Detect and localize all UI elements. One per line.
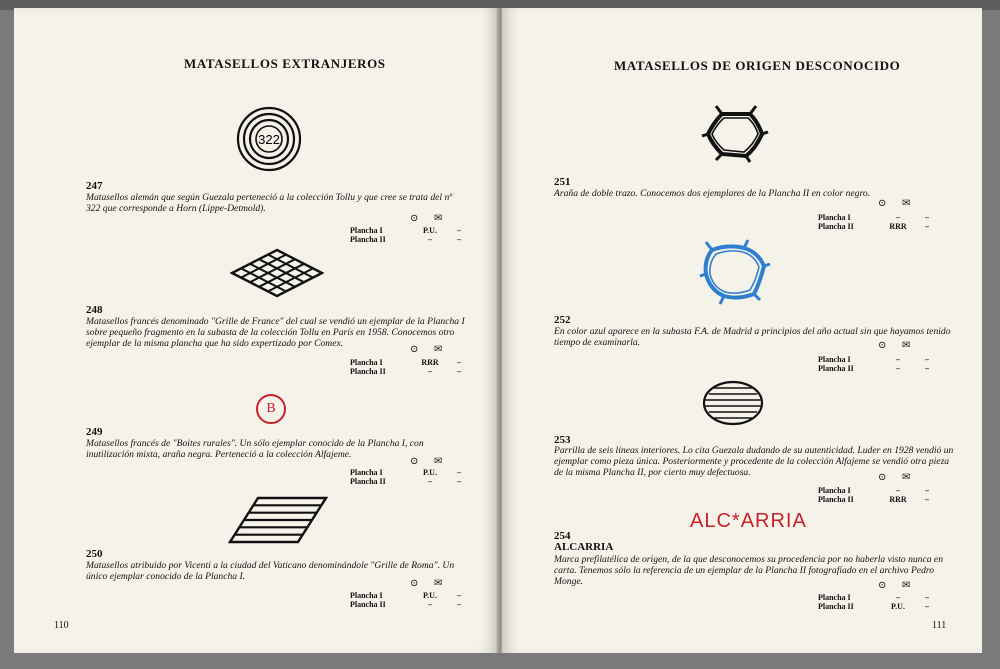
used-stamp-icon: ⊙ — [410, 344, 419, 355]
table-row — [818, 495, 942, 504]
page-number-left: 110 — [54, 620, 69, 631]
table-cell: – — [896, 364, 900, 373]
entry-number-248: 248 — [86, 304, 103, 316]
table-row — [350, 468, 474, 477]
table-cell: Plancha I — [350, 591, 383, 600]
grille-de-roma-postmark — [228, 494, 328, 546]
table-cell: – — [428, 600, 432, 609]
table-row — [350, 591, 474, 600]
table-cell: – — [925, 222, 929, 231]
table-cell: – — [428, 235, 432, 244]
table-cell: – — [428, 477, 432, 486]
cover-envelope-icon: ✉ — [434, 213, 443, 224]
table-cell: – — [925, 364, 929, 373]
table-cell: RRR — [421, 358, 439, 367]
table-cell: Plancha I — [818, 355, 851, 364]
page-number-right: 111 — [932, 620, 947, 631]
plancha-table-254 — [818, 593, 942, 611]
entry-number-250: 250 — [86, 548, 103, 560]
table-row — [818, 593, 942, 602]
postmark-number-322: 322 — [258, 132, 280, 147]
table-row — [350, 600, 474, 609]
entry-description-250: Matasellos atribuido por Vicenti a la ciudad del Vaticano denominándole "Grille de Roma". Un único ejemplar conocido de la Plancha I. — [86, 560, 455, 582]
concentric-circles-postmark — [236, 106, 302, 172]
table-cell: P.U. — [891, 602, 905, 611]
table-cell: – — [925, 486, 929, 495]
entry-number-252: 252 — [554, 314, 571, 326]
entry-description-252: En color azul aparece en la subasta F.A. de Madrid a principios del año actual sin que hayamos tenido tiempo de examinarla. — [554, 326, 951, 348]
table-cell: – — [896, 213, 900, 222]
table-cell: Plancha II — [350, 600, 386, 609]
table-cell: – — [896, 593, 900, 602]
table-cell: RRR — [889, 222, 907, 231]
entry-description-251: Araña de doble trazo. Conocemos dos ejemplares de la Plancha II en color negro. — [554, 188, 871, 199]
table-row — [350, 226, 474, 235]
table-cell: – — [457, 226, 461, 235]
table-cell: Plancha II — [818, 364, 854, 373]
table-row — [350, 235, 474, 244]
table-cell: Plancha I — [818, 486, 851, 495]
table-cell: RRR — [889, 495, 907, 504]
table-cell: Plancha II — [818, 222, 854, 231]
alcarria-postmark: ALC*ARRIA — [690, 510, 807, 532]
used-stamp-icon: ⊙ — [878, 198, 887, 209]
table-cell: – — [896, 486, 900, 495]
cover-envelope-icon: ✉ — [902, 472, 911, 483]
table-cell: – — [457, 591, 461, 600]
used-stamp-icon: ⊙ — [878, 472, 887, 483]
table-cell: – — [428, 367, 432, 376]
right-page-heading: MATASELLOS DE ORIGEN DESCONOCIDO — [614, 58, 901, 73]
table-cell: P.U. — [423, 226, 437, 235]
entry-description-253: Parrilla de seis líneas interiores. Lo cita Guezala dudando de su autenticidad. Luder en 1928 vendió un ejemplar como pieza única. Posteriormente y procedente de la colección Alfajeme se vendió otra pieza de la misma Plancha II, por cierto muy defectuosa. — [554, 445, 954, 478]
entry-number-254: 254 — [554, 530, 571, 542]
table-cell: – — [925, 495, 929, 504]
arana-doble-trazo-blue-postmark — [698, 238, 772, 306]
table-cell: – — [457, 477, 461, 486]
table-cell: – — [925, 602, 929, 611]
entry-description-254: Marca prefilatélica de origen, de la que desconocemos su procedencia por no haberla visto nunca en carta. Tenemos sólo la referencia de un ejemplar de la Plancha II fotografiado en el archivo Pedro Monge. — [554, 554, 943, 587]
plancha-table-250 — [350, 591, 474, 609]
table-cell: – — [896, 355, 900, 364]
table-cell: – — [457, 358, 461, 367]
left-page-heading: MATASELLOS EXTRANJEROS — [184, 56, 386, 71]
used-stamp-icon: ⊙ — [878, 340, 887, 351]
table-row — [818, 364, 942, 373]
boites-rurales-b-postmark: B — [256, 394, 286, 424]
plancha-table-252 — [818, 355, 942, 373]
table-cell: Plancha II — [818, 495, 854, 504]
table-row — [818, 213, 942, 222]
plancha-table-253 — [818, 486, 942, 504]
plancha-table-251 — [818, 213, 942, 231]
table-cell: – — [457, 468, 461, 477]
plancha-table-249 — [350, 468, 474, 486]
table-cell: Plancha II — [350, 477, 386, 486]
grille-de-france-postmark — [230, 248, 324, 298]
table-cell: – — [457, 235, 461, 244]
table-cell: – — [457, 600, 461, 609]
table-cell: – — [925, 213, 929, 222]
entry-number-247: 247 — [86, 180, 103, 192]
entry-description-248: Matasellos francés denominado "Grille de France" del cual se vendió un ejemplar de la Plancha I sobre pequeño fragmento en la subasta de la colección Tollu en París en 1958. Conocemos otro ejemplar de la misma plancha que ha sido expertizado por Comex. — [86, 316, 465, 349]
left-page — [14, 8, 498, 653]
table-cell: – — [925, 355, 929, 364]
table-cell: Plancha II — [350, 367, 386, 376]
entry-description-249: Matasellos francés de "Boites rurales". Un sólo ejemplar conocido de la Plancha I, con inutilización mixta, araña negra. Perteneció a la colección Alfajeme. — [86, 438, 424, 460]
table-cell: P.U. — [423, 591, 437, 600]
entry-number-253: 253 — [554, 434, 571, 446]
plancha-table-248 — [350, 358, 474, 376]
table-row — [350, 358, 474, 367]
used-stamp-icon: ⊙ — [410, 213, 419, 224]
table-cell: – — [925, 593, 929, 602]
cover-envelope-icon: ✉ — [902, 198, 911, 209]
table-row — [818, 222, 942, 231]
table-cell: Plancha II — [818, 602, 854, 611]
parrilla-seis-lineas-postmark — [702, 380, 764, 426]
used-stamp-icon: ⊙ — [410, 456, 419, 467]
table-row — [818, 486, 942, 495]
table-row — [818, 602, 942, 611]
entry-number-249: 249 — [86, 426, 103, 438]
table-cell: Plancha I — [818, 213, 851, 222]
used-stamp-icon: ⊙ — [410, 578, 419, 589]
table-cell: Plancha I — [350, 226, 383, 235]
right-page — [502, 8, 982, 653]
table-row — [350, 367, 474, 376]
entry-title-254: ALCARRIA — [554, 541, 614, 553]
table-cell: Plancha II — [350, 235, 386, 244]
arana-doble-trazo-black-postmark — [700, 104, 770, 164]
table-cell: – — [457, 367, 461, 376]
table-row — [350, 477, 474, 486]
plancha-table-247 — [350, 226, 474, 244]
cover-envelope-icon: ✉ — [902, 580, 911, 591]
table-cell: Plancha I — [350, 358, 383, 367]
table-cell: P.U. — [423, 468, 437, 477]
entry-number-251: 251 — [554, 176, 571, 188]
table-cell: Plancha I — [818, 593, 851, 602]
cover-envelope-icon: ✉ — [434, 456, 443, 467]
cover-envelope-icon: ✉ — [434, 344, 443, 355]
cover-envelope-icon: ✉ — [902, 340, 911, 351]
used-stamp-icon: ⊙ — [878, 580, 887, 591]
entry-description-247: Matasellos alemán que según Guezala perteneció a la colección Tollu y que cree se trata del nº 322 que corresponde a Horn (Lippe-Detmold). — [86, 192, 453, 214]
table-cell: Plancha I — [350, 468, 383, 477]
cover-envelope-icon: ✉ — [434, 578, 443, 589]
table-row — [818, 355, 942, 364]
